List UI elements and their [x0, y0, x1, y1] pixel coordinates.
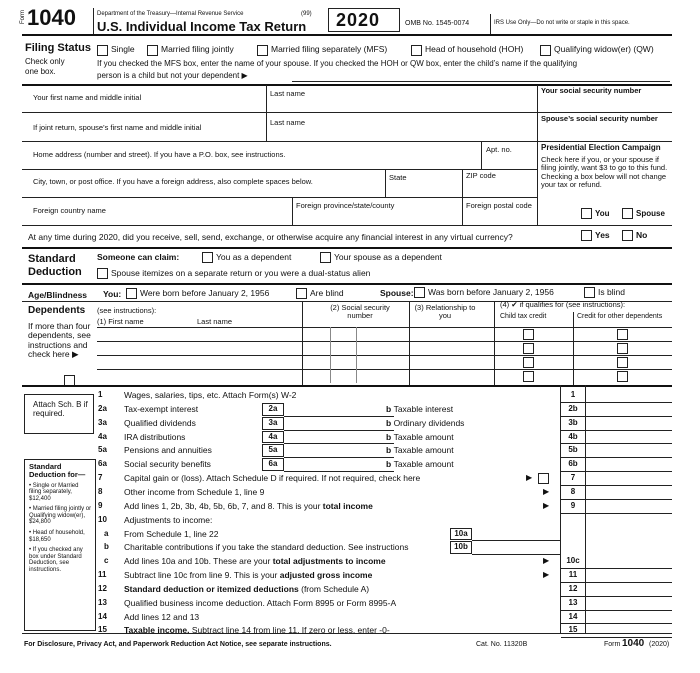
line-number: 9 — [98, 500, 103, 510]
zip-label: ZIP code — [466, 171, 496, 180]
rule — [561, 485, 585, 486]
b-text: Taxable interest — [393, 403, 454, 414]
dep-col-odc: Credit for other dependents — [577, 313, 663, 320]
line-number: a — [104, 528, 109, 538]
mid-line-entry[interactable] — [284, 457, 394, 458]
amount-entry[interactable] — [585, 443, 672, 444]
line-number: 4a — [98, 431, 107, 441]
hoh-label: Head of household (HOH) — [425, 44, 524, 54]
one-box: one box. — [25, 67, 56, 76]
b-line-label — [386, 446, 454, 455]
someone-claim-label: Someone can claim: — [97, 252, 180, 262]
right-line-number: 14 — [568, 611, 578, 621]
rule — [561, 457, 585, 458]
line-number: 10 — [98, 514, 107, 524]
line-label — [124, 502, 373, 511]
you-born-label: Were born before January 2, 1956 — [140, 288, 270, 298]
rule — [561, 582, 585, 583]
check-only: Check only — [25, 57, 65, 66]
line-number: 11 — [98, 570, 107, 580]
line-label — [124, 446, 212, 455]
line-text: From Schedule 1, line 22 — [124, 528, 219, 539]
tax-year: 2020 — [336, 10, 381, 30]
postal-label: Foreign postal code — [466, 201, 532, 210]
amount-entry[interactable] — [585, 623, 672, 624]
country-label: Foreign country name — [33, 206, 106, 215]
line-label — [124, 460, 211, 469]
spouse-dependent-label: Your spouse as a dependent — [334, 252, 442, 262]
arrow-icon: ▶ — [543, 486, 550, 496]
catalog-number: Cat. No. 11320B — [476, 641, 528, 648]
amount-entry[interactable] — [585, 471, 672, 472]
dependents-title: Dependents — [28, 305, 86, 316]
right-line-number: 4b — [568, 431, 578, 441]
rule — [561, 471, 585, 472]
pec-text: Check here if you, or your spouse if filing jointly, want $3 to go to this fund. Checking a box below will not change your tax or refund. — [541, 155, 668, 189]
rule — [561, 513, 585, 514]
mid-line-number: 10b — [454, 542, 468, 552]
line-text: Charitable contributions if you take the standard deduction. See instructions — [124, 542, 409, 553]
amount-entry[interactable] — [585, 582, 672, 583]
form-label: Form — [20, 10, 26, 24]
rule — [561, 568, 585, 569]
line-text: Subtract line 10c from line 9. This is your — [124, 570, 280, 581]
footer-form-number: 1040 — [622, 638, 645, 649]
dep-col-ctc: Child tax credit — [500, 313, 547, 320]
std-ded-title-2: Deduction — [28, 266, 82, 278]
rule — [561, 416, 585, 417]
line-text: Add lines 1, 2b, 3b, 4b, 5b, 6b, 7, and 8. This is your — [124, 500, 323, 511]
mid-line-entry[interactable] — [472, 540, 560, 541]
sd-sidebar-title: Standard Deduction for— — [29, 462, 86, 480]
dep-col-first: (1) First name — [97, 317, 144, 326]
line-number: 3a — [98, 417, 107, 427]
line-label — [124, 433, 185, 442]
dep-col-qualifies: (4) ✔ if qualifies for (see instructions): — [500, 300, 626, 309]
line-number: 5a — [98, 445, 107, 455]
mid-line-number: 3a — [268, 417, 278, 427]
line-text: Adjustments to income: — [124, 514, 213, 525]
b-text: Taxable amount — [393, 431, 454, 442]
rule — [561, 637, 585, 638]
rule — [561, 596, 585, 597]
line-number: 6a — [98, 459, 107, 469]
right-line-number: 10c — [566, 556, 580, 566]
right-line-number: 5b — [568, 445, 578, 455]
city-label: City, town, or post office. If you have a foreign address, also complete spaces below. — [33, 177, 313, 186]
virtual-currency-question: At any time during 2020, did you receive, sell, send, exchange, or otherwise acquire any financial interest in any virtual currency? — [28, 232, 513, 242]
spouse-blind-label: Is blind — [598, 287, 625, 297]
b-text: Taxable amount — [393, 445, 454, 456]
amount-entry[interactable] — [585, 568, 672, 569]
first-name-label: Your first name and middle initial — [33, 93, 142, 102]
irs-use-only: IRS Use Only—Do not write or staple in this space. — [494, 20, 630, 26]
line-text: Wages, salaries, tips, etc. Attach Form(s) W-2 — [124, 390, 297, 400]
apt-label: Apt. no. — [486, 145, 512, 154]
you-blind-label: Are blind — [310, 288, 344, 298]
more-dependents-note: If more than four dependents, see instructions and check here ▶ — [28, 321, 91, 360]
line-text: Capital gain or (loss). Attach Schedule D if required. If not required, check here — [124, 473, 421, 484]
mid-line-entry[interactable] — [284, 416, 394, 417]
sd-sidebar-item: • If you checked any box under Standard Deduction, see instructions. — [29, 547, 83, 574]
line-text: Social security benefits — [124, 459, 211, 470]
right-line-number: 3b — [568, 417, 578, 427]
mid-line-entry[interactable] — [472, 554, 560, 555]
amount-entry[interactable] — [585, 499, 672, 500]
sd-sidebar-item: • Married filing jointly or Qualifying widow(er), $24,800 — [29, 506, 92, 526]
b-line-label — [386, 433, 454, 442]
rule — [22, 633, 672, 634]
rule — [561, 623, 585, 624]
omb-number: OMB No. 1545-0074 — [405, 20, 470, 27]
line-label — [124, 530, 219, 539]
age-you-label: You: — [103, 289, 122, 299]
rule — [561, 443, 585, 444]
ssn-label: Your social security number — [541, 86, 642, 95]
line-number: 15 — [98, 625, 107, 635]
b-text: Taxable amount — [393, 459, 454, 470]
b-line-label — [386, 405, 453, 414]
last-name-label: Last name — [270, 89, 306, 98]
line-text-bold: Standard deduction or itemized deductions — [124, 583, 299, 594]
attach-sch-b-note: Attach Sch. B if required. — [24, 394, 94, 434]
line-number: 7 — [98, 473, 103, 483]
line-label — [124, 474, 420, 483]
mfs-label: Married filing separately (MFS) — [271, 44, 388, 54]
line-number: b — [104, 542, 109, 552]
std-ded-title-1: Standard — [28, 253, 76, 265]
b-marker: b — [386, 403, 394, 414]
b-marker: b — [386, 431, 394, 442]
line-text: Qualified dividends — [124, 417, 196, 428]
spouse-first-label: If joint return, spouse’s first name and middle initial — [33, 123, 202, 132]
line-label — [124, 543, 408, 552]
rule — [561, 499, 585, 500]
line-text: Qualified business income deduction. Attach Form 8995 or Form 8995-A — [124, 597, 397, 608]
mid-line-entry[interactable] — [284, 471, 394, 472]
mid-line-number: 2a — [268, 403, 278, 413]
rule — [561, 610, 585, 611]
line-label — [124, 571, 372, 580]
amount-entry[interactable] — [585, 610, 672, 611]
line-number: c — [104, 556, 109, 566]
amount-entry[interactable] — [585, 430, 672, 431]
line-text-bold: total adjustments to income — [272, 556, 386, 567]
line-label — [124, 405, 198, 414]
line-text-bold: adjusted gross income — [279, 570, 373, 581]
rule — [561, 430, 585, 431]
vc-no-label: No — [636, 230, 648, 240]
age-blindness-title: Age/Blindness — [28, 290, 88, 300]
divider — [560, 541, 561, 555]
line-number: 2a — [98, 403, 107, 413]
line-label — [124, 488, 264, 497]
line-text: Add lines 10a and 10b. These are your — [124, 556, 273, 567]
b-text: Ordinary dividends — [393, 417, 465, 428]
qw-label: Qualifying widow(er) (QW) — [554, 44, 654, 54]
amount-entry[interactable] — [585, 513, 672, 514]
b-line-label — [386, 419, 464, 428]
mid-line-number: 6a — [268, 459, 278, 469]
right-line-number: 9 — [570, 500, 576, 510]
rule — [561, 402, 585, 403]
mfj-label: Married filing jointly — [161, 44, 234, 54]
amount-entry[interactable] — [585, 402, 672, 403]
right-line-number: 7 — [570, 473, 576, 483]
right-line-number: 8 — [570, 486, 576, 496]
right-line-number: 15 — [568, 625, 578, 635]
sd-sidebar-item: • Single or Married filing separately, $12,400 — [29, 482, 79, 502]
footer-notice: For Disclosure, Privacy Act, and Paperwork Reduction Act Notice, see separate instructions. — [24, 641, 332, 648]
right-line-number: 11 — [568, 570, 578, 580]
line-label — [124, 557, 386, 566]
line-label — [124, 516, 212, 525]
arrow-icon: ▶ — [543, 500, 550, 510]
state-label: State — [389, 173, 407, 182]
mid-line-number: 10a — [454, 528, 468, 538]
spouse-born-label: Was born before January 2, 1956 — [428, 287, 554, 297]
amount-entry[interactable] — [585, 416, 672, 417]
dep-col-last: Last name — [197, 317, 233, 326]
right-line-number: 13 — [568, 597, 578, 607]
arrow-icon: ▶ — [543, 556, 550, 566]
line-label — [124, 419, 196, 428]
line-text-bold: total income — [322, 500, 373, 511]
line-text: Other income from Schedule 1, line 9 — [124, 486, 265, 497]
divider — [560, 528, 561, 542]
department: Department of the Treasury—Internal Revenue Service — [97, 11, 244, 17]
arrow-icon: ▶ — [543, 570, 550, 580]
mid-line-entry[interactable] — [284, 443, 394, 444]
line-number: 13 — [98, 597, 107, 607]
form-title: U.S. Individual Income Tax Return — [97, 19, 307, 34]
spouse-last-label: Last name — [270, 118, 306, 127]
footer-form-label: Form — [604, 641, 621, 648]
right-line-number: 6b — [568, 459, 578, 469]
sd-sidebar-item: • Head of household, $18,650 — [29, 530, 85, 543]
b-marker: b — [386, 459, 394, 470]
line-label — [124, 613, 199, 622]
line-text-after: Subtract line 14 from line 11. If zero or less, enter -0- — [189, 625, 390, 636]
amount-entry[interactable] — [585, 596, 672, 597]
b-marker: b — [386, 445, 394, 456]
form-code: (99) — [301, 11, 312, 17]
line-label — [124, 585, 369, 594]
line-text-bold: Taxable income. — [124, 625, 190, 636]
line-label — [124, 599, 396, 608]
right-line-number: 2b — [568, 403, 578, 413]
form-number: 1040 — [27, 5, 76, 30]
amount-entry[interactable] — [585, 457, 672, 458]
b-line-label — [386, 460, 454, 469]
arrow-icon: ▶ — [526, 473, 533, 483]
mid-line-number: 4a — [268, 431, 278, 441]
line-number: 1 — [98, 390, 103, 399]
mid-line-entry[interactable] — [284, 430, 394, 431]
province-label: Foreign province/state/county — [296, 201, 395, 210]
line-text: Tax-exempt interest — [124, 403, 199, 414]
dependents-see: (see instructions): — [97, 306, 157, 315]
pec-title: Presidential Election Campaign — [541, 143, 661, 152]
filing-note-2: person is a child but not your dependent ▶ — [97, 71, 248, 80]
line-label — [124, 391, 296, 400]
mid-line-number: 5a — [268, 445, 278, 455]
line-text: Pensions and annuities — [124, 445, 212, 456]
pec-spouse-label: Spouse — [636, 209, 665, 218]
line-number: 8 — [98, 486, 103, 496]
line-text: Add lines 12 and 13 — [124, 611, 200, 622]
line-text-after: (from Schedule A) — [298, 583, 370, 594]
dep-col-relationship: (3) Relationship to you — [414, 303, 476, 321]
spouse-itemizes-label: Spouse itemizes on a separate return or you were a dual-status alien — [111, 268, 371, 278]
vc-yes-label: Yes — [595, 230, 610, 240]
filing-status-title: Filing Status — [25, 42, 91, 54]
age-spouse-label: Spouse: — [380, 288, 414, 298]
single-label: Single — [111, 44, 135, 54]
line-number: 14 — [98, 611, 107, 621]
right-line-number: 12 — [568, 583, 578, 593]
line-number: 12 — [98, 583, 107, 593]
pec-you-label: You — [595, 209, 610, 218]
spouse-ssn-label: Spouse’s social security number — [541, 114, 658, 123]
amount-entry[interactable] — [585, 485, 672, 486]
footer-form-year: (2020) — [649, 641, 670, 648]
filing-note-1: If you checked the MFS box, enter the name of your spouse. If you checked the HOH or QW box, enter the child’s name if the qualifying — [97, 59, 578, 68]
line-text: IRA distributions — [124, 431, 186, 442]
capital-gain-checkbox[interactable] — [538, 473, 549, 484]
dep-col-ssn: (2) Social security number — [330, 303, 390, 321]
b-marker: b — [386, 417, 394, 428]
address-label: Home address (number and street). If you have a P.O. box, see instructions. — [33, 150, 286, 159]
you-dependent-label: You as a dependent — [216, 252, 292, 262]
right-line-number: 1 — [570, 390, 576, 399]
